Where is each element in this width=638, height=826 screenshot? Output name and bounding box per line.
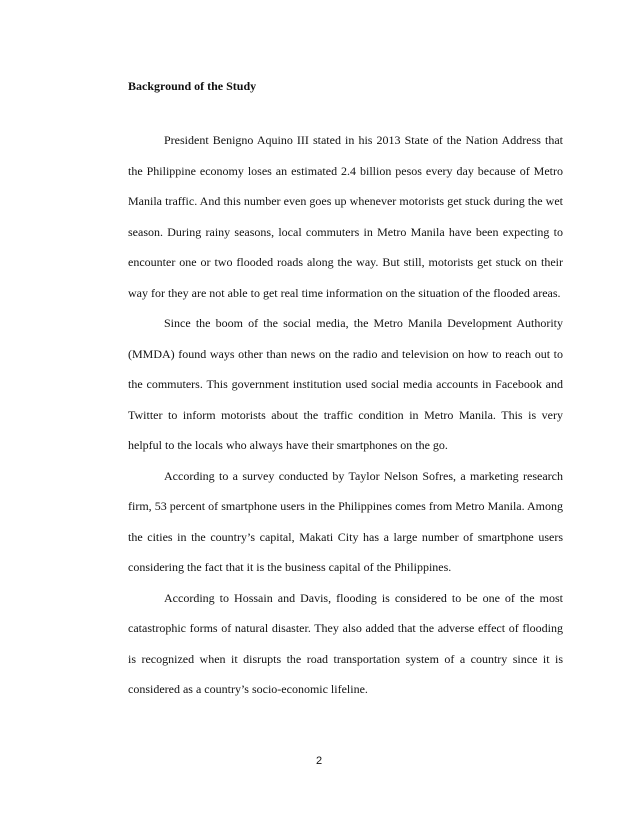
paragraph: President Benigno Aquino III stated in his 2013 State of the Nation Address that the Philippine economy loses an estimated 2.4 billion pesos every day because of Metro Manila traffic. And this number even goes up whenever motorists get stuck during the wet season. During rainy seasons, local commuters in Metro Manila have been expecting to encounter one or two flooded roads along the way. But still, motorists get stuck on their way for they are not able to get real time information on the situation of the flooded areas. — [128, 133, 563, 300]
paragraph: According to Hossain and Davis, flooding is considered to be one of the most catastrophic forms of natural disaster. They also added that the adverse effect of flooding is recognized when it disrupts the road transportation system of a country since it is considered as a country’s socio-economic lifeline. — [128, 590, 563, 696]
paragraph: According to a survey conducted by Taylor Nelson Sofres, a marketing research firm, 53 percent of smartphone users in the Philippines comes from Metro Manila. Among the cities in the country’s capital, Makati City has a large number of smartphone users considering the fact that it is the business capital of the Philippines. — [128, 468, 563, 574]
section-heading: Background of the Study — [128, 79, 257, 93]
page-number: 2 — [315, 755, 323, 767]
body-text — [128, 125, 563, 705]
paragraph: Since the boom of the social media, the Metro Manila Development Authority (MMDA) found ways other than news on the radio and television on how to reach out to the commuters. This government institution used social media accounts in Facebook and Twitter to inform motorists about the traffic condition in Metro Manila. This is very helpful to the locals who always have their smartphones on the go. — [128, 316, 563, 452]
